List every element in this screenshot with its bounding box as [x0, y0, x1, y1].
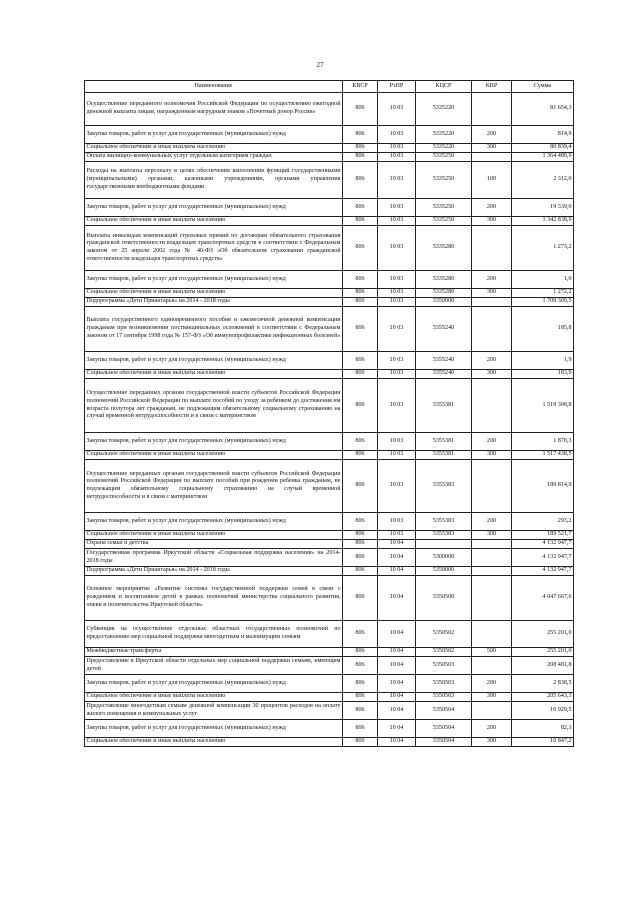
cell-kcsr: 5350504 — [416, 720, 472, 738]
cell-name: Государственная программа Иркутской области «Социальная поддержка населения» на 2014-2018 годы — [85, 549, 343, 567]
cell-kvr: 500 — [472, 648, 512, 657]
cell-kvr: 200 — [472, 433, 512, 451]
cell-kvr: 300 — [472, 738, 512, 747]
cell-rzpr: 10 03 — [378, 370, 416, 379]
cell-kcsr: 5355240 — [416, 307, 472, 352]
cell-sum: 293,2 — [512, 513, 574, 531]
cell-name: Закупка товаров, работ и услуг для государственных (муниципальных) нужд — [85, 720, 343, 738]
cell-sum: 183,9 — [512, 370, 574, 379]
cell-kvsr: 806 — [343, 226, 378, 271]
cell-rzpr: 10 03 — [378, 153, 416, 162]
table-row — [85, 738, 574, 747]
cell-sum: 80 839,4 — [512, 144, 574, 153]
cell-kvsr: 806 — [343, 693, 378, 702]
table-body — [85, 93, 574, 747]
header-name: Наименование — [85, 81, 343, 93]
cell-rzpr: 10 04 — [378, 738, 416, 747]
cell-rzpr: 10 03 — [378, 126, 416, 144]
cell-kcsr: 5350503 — [416, 675, 472, 693]
cell-kcsr: 5350502 — [416, 648, 472, 657]
table-row — [85, 226, 574, 271]
cell-kvr: 300 — [472, 693, 512, 702]
cell-sum: 4 132 947,7 — [512, 567, 574, 576]
cell-kcsr: 5350504 — [416, 702, 472, 720]
cell-rzpr: 10 03 — [378, 513, 416, 531]
cell-kcsr: 5335220 — [416, 126, 472, 144]
cell-sum: 255 201,0 — [512, 621, 574, 648]
table-row — [85, 720, 574, 738]
cell-kcsr: 5335250 — [416, 199, 472, 217]
cell-kvr — [472, 226, 512, 271]
table-row — [85, 657, 574, 675]
cell-kvr — [472, 576, 512, 621]
cell-rzpr: 10 03 — [378, 162, 416, 199]
cell-rzpr: 10 04 — [378, 648, 416, 657]
cell-sum: 10 929,5 — [512, 702, 574, 720]
cell-name: Социальное обеспечение и иные выплаты населению — [85, 531, 343, 540]
cell-name: Закупка товаров, работ и услуг для государственных (муниципальных) нужд — [85, 199, 343, 217]
cell-name: Социальное обеспечение и иные выплаты населению — [85, 451, 343, 460]
cell-kcsr: 5350503 — [416, 657, 472, 675]
table-row — [85, 540, 574, 549]
cell-kvsr: 806 — [343, 567, 378, 576]
cell-kcsr: 5350000 — [416, 567, 472, 576]
budget-table — [84, 80, 574, 747]
cell-kvsr: 806 — [343, 298, 378, 307]
cell-sum: 1,9 — [512, 352, 574, 370]
cell-name: Выплата государственного единовременного пособия и ежемесячной денежной компенсации гражданам при возникновении поствакцинальных осложнений в соответствии с Федеральным законом от 17 сентября 1998 года № 157-ФЗ «Об иммунопрофилактике инфекционных болезней» — [85, 307, 343, 352]
cell-kcsr: 5335220 — [416, 93, 472, 126]
cell-name: Социальное обеспечение и иные выплаты населению — [85, 217, 343, 226]
cell-name: Основное мероприятие «Развитие системы государственной поддержки семей в связи с рождением и воспитанием детей в рамках полномочий министерства социального развития, опеки и попечительства Иркутской области» — [85, 576, 343, 621]
cell-sum: 1 273,2 — [512, 226, 574, 271]
table-row — [85, 126, 574, 144]
cell-kvsr: 806 — [343, 433, 378, 451]
cell-name: Социальное обеспечение и иные выплаты населению — [85, 144, 343, 153]
cell-name: Закупка товаров, работ и услуг для государственных (муниципальных) нужд — [85, 352, 343, 370]
cell-kcsr: 5355381 — [416, 379, 472, 433]
cell-name: Предоставление многодетным семьям денежной компенсации 30 процентов расходов на оплату жилого помещения и коммунальных услуг — [85, 702, 343, 720]
cell-kvr — [472, 702, 512, 720]
header-kcsr: КЦСР — [416, 81, 472, 93]
table-header-row — [85, 81, 574, 93]
table-row — [85, 531, 574, 540]
cell-kvsr: 806 — [343, 648, 378, 657]
table-row — [85, 298, 574, 307]
cell-rzpr: 10 04 — [378, 540, 416, 549]
cell-name: Субвенция на осуществление отдельных областных государственных полномочий по предоставлению мер социальной поддержки многодетным и малоимущим семьям — [85, 621, 343, 648]
cell-kvr — [472, 549, 512, 567]
cell-rzpr: 10 03 — [378, 199, 416, 217]
cell-sum: 205 643,3 — [512, 693, 574, 702]
cell-kcsr: 5335250 — [416, 153, 472, 162]
table-row — [85, 217, 574, 226]
table-row — [85, 144, 574, 153]
cell-kvsr: 806 — [343, 540, 378, 549]
cell-sum: 1 517 438,5 — [512, 451, 574, 460]
cell-kvsr: 806 — [343, 289, 378, 298]
cell-sum: 814,9 — [512, 126, 574, 144]
cell-kvsr: 806 — [343, 126, 378, 144]
cell-kcsr: 5350000 — [416, 298, 472, 307]
table-row — [85, 648, 574, 657]
table-row — [85, 289, 574, 298]
cell-kvsr: 806 — [343, 352, 378, 370]
cell-sum: 10 847,2 — [512, 738, 574, 747]
cell-name: Осуществление переданных органам государственной власти субъектов Российской Федерации полномочий Российской Федерации по выплате пособий при рождении ребенка гражданам, не подлежащим обязательному социальному страхованию на случай временной нетрудоспособности и в связи с материнством — [85, 460, 343, 513]
cell-sum: 1 709 309,5 — [512, 298, 574, 307]
cell-kvsr: 806 — [343, 657, 378, 675]
cell-rzpr: 10 04 — [378, 621, 416, 648]
cell-kvr: 300 — [472, 289, 512, 298]
cell-rzpr: 10 04 — [378, 657, 416, 675]
cell-kvsr: 806 — [343, 93, 378, 126]
cell-kvr: 300 — [472, 451, 512, 460]
cell-kcsr: 5335250 — [416, 217, 472, 226]
header-sum: Сумма — [512, 81, 574, 93]
cell-name: Закупка товаров, работ и услуг для государственных (муниципальных) нужд — [85, 513, 343, 531]
table-row — [85, 513, 574, 531]
cell-sum: 208 481,8 — [512, 657, 574, 675]
cell-kvr: 200 — [472, 126, 512, 144]
cell-kvr: 300 — [472, 531, 512, 540]
cell-rzpr: 10 04 — [378, 576, 416, 621]
table-row — [85, 352, 574, 370]
cell-name: Выплаты инвалидам компенсаций страховых премий по договорам обязательного страхования гражданской ответственности владельцев транспортных средств в соответствии с Федеральным законом от 25 апреля 2002 года № 40-ФЗ «Об обязательном страховании гражданской ответственности владельцев транспортных средств» — [85, 226, 343, 271]
cell-kcsr: 5355381 — [416, 451, 472, 460]
cell-rzpr: 10 03 — [378, 451, 416, 460]
cell-kcsr: 5335280 — [416, 289, 472, 298]
cell-rzpr: 10 03 — [378, 352, 416, 370]
table-row — [85, 567, 574, 576]
cell-sum: 81 654,3 — [512, 93, 574, 126]
cell-kcsr: 5355240 — [416, 370, 472, 379]
cell-kcsr: 5350504 — [416, 738, 472, 747]
cell-rzpr: 10 03 — [378, 271, 416, 289]
cell-name: Подпрограмма «Дети Приангарья» на 2014 - 2018 годы — [85, 298, 343, 307]
cell-rzpr: 10 04 — [378, 693, 416, 702]
cell-kvsr: 806 — [343, 379, 378, 433]
cell-kvsr: 806 — [343, 720, 378, 738]
cell-sum: 4 047 667,6 — [512, 576, 574, 621]
cell-name: Осуществление переданных органам государственной власти субъектов Российской Федерации полномочий Российской Федерации по выплате пособий по уходу за ребенком до достижения им возраста полутора лет гражданам, не подлежащим обязательному социальному страхованию на случай временной нетрудоспособности и в связи с материнством — [85, 379, 343, 433]
cell-kvsr: 806 — [343, 370, 378, 379]
cell-name: Расходы на выплаты персоналу в целях обеспечения выполнения функций государственными (муниципальными) органами, казенными учреждениями, органами управления государственными внебюджетными фондами — [85, 162, 343, 199]
cell-kcsr: 5300000 — [416, 549, 472, 567]
table-row — [85, 93, 574, 126]
cell-kvr — [472, 540, 512, 549]
cell-name: Социальное обеспечение и иные выплаты населению — [85, 693, 343, 702]
page-number: 27 — [316, 61, 324, 69]
cell-kvsr: 806 — [343, 675, 378, 693]
cell-kvsr: 806 — [343, 144, 378, 153]
cell-kcsr: 5335250 — [416, 162, 472, 199]
cell-kvsr: 806 — [343, 702, 378, 720]
cell-kvsr: 806 — [343, 738, 378, 747]
cell-sum: 1 272,2 — [512, 289, 574, 298]
cell-kvsr: 806 — [343, 531, 378, 540]
cell-kcsr: 5355383 — [416, 531, 472, 540]
cell-name: Охрана семьи и детства — [85, 540, 343, 549]
table-row — [85, 370, 574, 379]
table-row — [85, 162, 574, 199]
cell-sum: 82,3 — [512, 720, 574, 738]
cell-rzpr: 10 03 — [378, 289, 416, 298]
cell-kvr — [472, 657, 512, 675]
cell-kvsr: 806 — [343, 549, 378, 567]
cell-kcsr: 5350500 — [416, 576, 472, 621]
cell-rzpr: 10 03 — [378, 298, 416, 307]
table-row — [85, 549, 574, 567]
cell-name: Закупка товаров, работ и услуг для государственных (муниципальных) нужд — [85, 126, 343, 144]
cell-kvr: 200 — [472, 720, 512, 738]
table-row — [85, 271, 574, 289]
cell-sum: 1 519 308,8 — [512, 379, 574, 433]
cell-rzpr: 10 03 — [378, 144, 416, 153]
table-row — [85, 199, 574, 217]
cell-rzpr: 10 04 — [378, 675, 416, 693]
cell-name: Социальное обеспечение и иные выплаты населению — [85, 738, 343, 747]
header-kvsr: КВСР — [343, 81, 378, 93]
cell-rzpr: 10 03 — [378, 93, 416, 126]
cell-kvsr: 806 — [343, 162, 378, 199]
cell-kvr — [472, 93, 512, 126]
cell-sum: 2 838,5 — [512, 675, 574, 693]
cell-sum: 189 521,7 — [512, 531, 574, 540]
cell-kvsr: 806 — [343, 460, 378, 513]
cell-kcsr: 5335220 — [416, 144, 472, 153]
cell-kvsr: 806 — [343, 307, 378, 352]
cell-name: Подпрограмма «Дети Приангарья» на 2014 - 2018 годы — [85, 567, 343, 576]
cell-rzpr: 10 03 — [378, 307, 416, 352]
cell-kvsr: 806 — [343, 217, 378, 226]
cell-kvsr: 806 — [343, 199, 378, 217]
table-row — [85, 621, 574, 648]
table-row — [85, 307, 574, 352]
table-row — [85, 693, 574, 702]
cell-kvr — [472, 153, 512, 162]
cell-rzpr: 10 04 — [378, 567, 416, 576]
cell-kvr — [472, 298, 512, 307]
table-row — [85, 702, 574, 720]
cell-rzpr: 10 03 — [378, 226, 416, 271]
cell-kvr — [472, 567, 512, 576]
cell-kcsr: 5350503 — [416, 693, 472, 702]
cell-name: Осуществление переданного полномочия Российской Федерации по осуществлению ежегодной денежной выплаты лицам, награжденным нагрудным знаком «Почетный донор России» — [85, 93, 343, 126]
cell-kcsr: 5355240 — [416, 352, 472, 370]
table-row — [85, 451, 574, 460]
cell-kvsr: 806 — [343, 271, 378, 289]
cell-sum: 255 201,0 — [512, 648, 574, 657]
cell-kvr — [472, 307, 512, 352]
cell-kcsr: 5355383 — [416, 460, 472, 513]
cell-rzpr: 10 04 — [378, 702, 416, 720]
cell-kcsr: 5350502 — [416, 621, 472, 648]
header-rzpr: РзПР — [378, 81, 416, 93]
cell-sum: 189 814,9 — [512, 460, 574, 513]
cell-sum: 19 339,0 — [512, 199, 574, 217]
cell-kcsr: 5355383 — [416, 513, 472, 531]
table-row — [85, 675, 574, 693]
cell-name: Закупка товаров, работ и услуг для государственных (муниципальных) нужд — [85, 433, 343, 451]
cell-rzpr: 10 04 — [378, 720, 416, 738]
cell-sum: 1,0 — [512, 271, 574, 289]
cell-kvr — [472, 379, 512, 433]
cell-rzpr: 10 04 — [378, 549, 416, 567]
cell-name: Социальное обеспечение и иные выплаты населению — [85, 370, 343, 379]
cell-kvr — [472, 621, 512, 648]
cell-sum: 185,8 — [512, 307, 574, 352]
cell-kvr: 200 — [472, 513, 512, 531]
table-row — [85, 460, 574, 513]
cell-sum: 4 132 947,7 — [512, 549, 574, 567]
cell-sum: 1 364 489,9 — [512, 153, 574, 162]
table-row — [85, 576, 574, 621]
cell-kcsr: 5355381 — [416, 433, 472, 451]
header-kvr: КВР — [472, 81, 512, 93]
cell-sum: 2 312,0 — [512, 162, 574, 199]
cell-name: Закупка товаров, работ и услуг для государственных (муниципальных) нужд — [85, 675, 343, 693]
cell-kvsr: 806 — [343, 576, 378, 621]
cell-kcsr — [416, 540, 472, 549]
table-row — [85, 379, 574, 433]
cell-kvr: 100 — [472, 162, 512, 199]
cell-name: Социальное обеспечение и иные выплаты населению — [85, 289, 343, 298]
cell-rzpr: 10 03 — [378, 379, 416, 433]
cell-rzpr: 10 03 — [378, 460, 416, 513]
cell-rzpr: 10 03 — [378, 531, 416, 540]
cell-rzpr: 10 03 — [378, 433, 416, 451]
cell-kvsr: 806 — [343, 513, 378, 531]
cell-sum: 4 132 947,7 — [512, 540, 574, 549]
cell-kvr: 300 — [472, 144, 512, 153]
cell-kvr: 200 — [472, 271, 512, 289]
cell-kvr — [472, 460, 512, 513]
cell-kvsr: 806 — [343, 621, 378, 648]
cell-kvr: 300 — [472, 370, 512, 379]
cell-kvr: 200 — [472, 199, 512, 217]
cell-name: Закупка товаров, работ и услуг для государственных (муниципальных) нужд — [85, 271, 343, 289]
cell-rzpr: 10 03 — [378, 217, 416, 226]
cell-kcsr: 5335280 — [416, 271, 472, 289]
cell-name: Межбюджетные трансферты — [85, 648, 343, 657]
cell-kcsr: 5335280 — [416, 226, 472, 271]
cell-name: Оплата жилищно-коммунальных услуг отдельным категориям граждан — [85, 153, 343, 162]
cell-kvr: 200 — [472, 675, 512, 693]
cell-kvsr: 806 — [343, 451, 378, 460]
table-row — [85, 433, 574, 451]
cell-kvsr: 806 — [343, 153, 378, 162]
cell-kvr: 200 — [472, 352, 512, 370]
table-row — [85, 153, 574, 162]
cell-sum: 1 342 838,9 — [512, 217, 574, 226]
cell-name: Предоставление в Иркутской области отдельных мер социальной поддержки семьям, имеющим детей — [85, 657, 343, 675]
cell-sum: 1 870,3 — [512, 433, 574, 451]
cell-kvr: 300 — [472, 217, 512, 226]
